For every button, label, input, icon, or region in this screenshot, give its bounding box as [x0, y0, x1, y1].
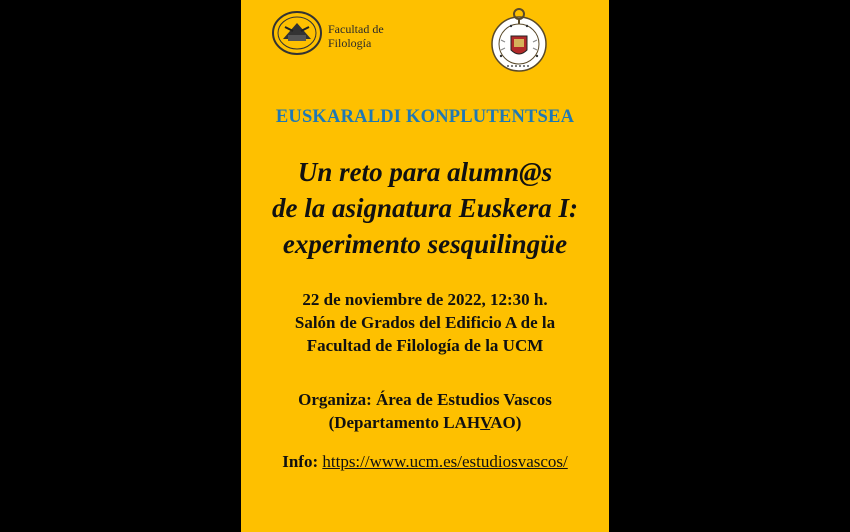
organizer-line: Organiza: Área de Estudios Vascos [298, 390, 552, 409]
headline-line-3: experimento sesquilingüe [282, 229, 568, 259]
faculty-logo [271, 9, 401, 59]
event-poster [241, 0, 609, 532]
info-line [241, 452, 609, 472]
headline [241, 154, 609, 262]
event-date: 22 de noviembre de 2022, 12:30 h. [302, 290, 548, 309]
headline-line-2: de la asignatura Euskera I: [271, 193, 579, 223]
event-place-line1: Salón de Grados del Edificio A de la [294, 313, 556, 332]
university-seal-icon [487, 6, 551, 72]
event-place-line2: Facultad de Filología de la UCM [306, 336, 544, 355]
info-link[interactable]: https://www.ucm.es/estudiosvascos/ [322, 452, 568, 471]
organizer [241, 388, 609, 434]
department-line [241, 411, 609, 434]
faculty-logo-line2: Filología [328, 36, 372, 50]
dept-prefix: (Departamento LAH [328, 413, 481, 432]
dept-suffix: AO) [490, 413, 522, 432]
event-details [241, 288, 609, 357]
info-label: Info: [282, 452, 319, 471]
headline-line-1: Un reto para alumn@s [297, 157, 553, 187]
dept-underlined: V [480, 413, 491, 432]
poster-title: EUSKARALDI KONPLUTENTSEA [275, 107, 575, 127]
faculty-emblem-icon [271, 9, 323, 57]
faculty-logo-line1: Facultad de [328, 22, 384, 36]
